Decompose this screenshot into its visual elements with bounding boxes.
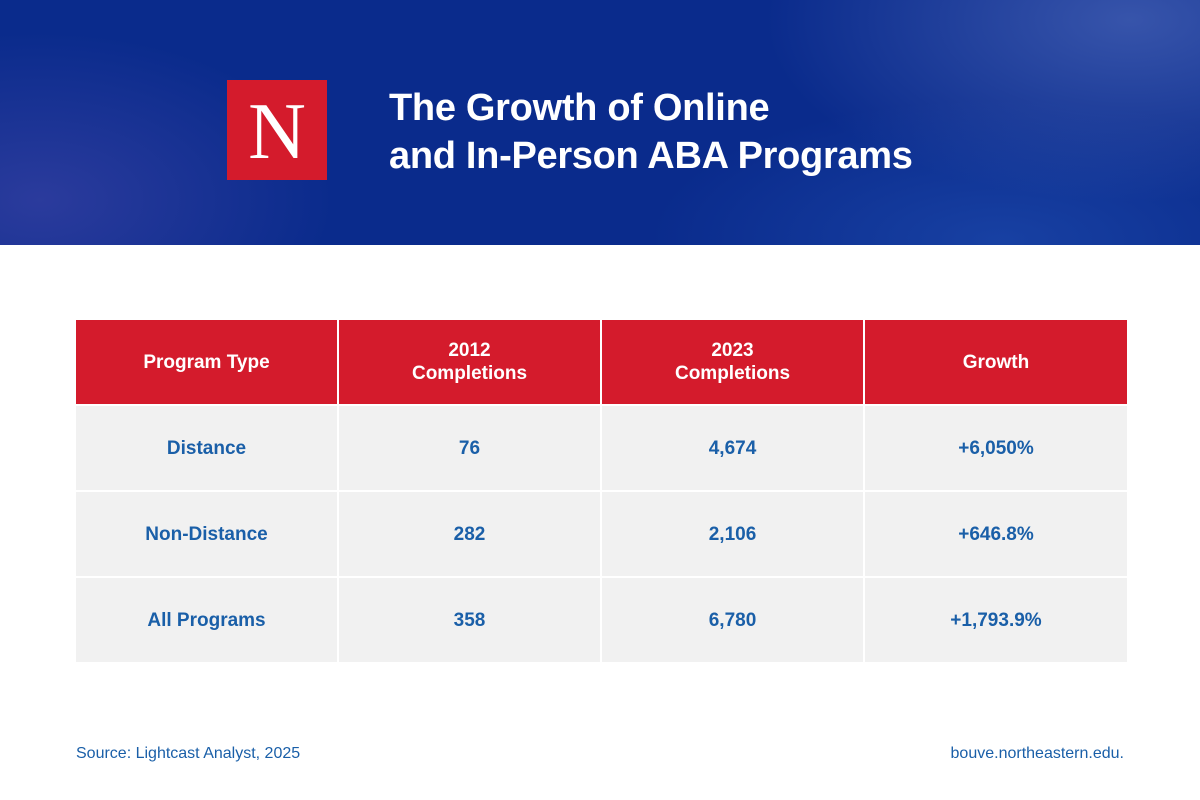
page-title — [389, 84, 1109, 180]
column-header-year: 2012 — [448, 340, 491, 361]
table-cell-2023 — [602, 406, 863, 490]
cell-text: 76 — [458, 437, 481, 459]
logo-letter: N — [248, 88, 306, 176]
table-cell-program-type — [76, 578, 337, 662]
cell-text: 282 — [453, 523, 486, 545]
cell-text: +646.8% — [958, 523, 1034, 545]
northeastern-logo — [227, 80, 327, 180]
table-cell-program-type — [76, 406, 337, 490]
header-banner — [0, 0, 1200, 245]
column-header-growth — [865, 320, 1127, 404]
completions-table — [76, 320, 1124, 662]
cell-text: All Programs — [147, 609, 266, 631]
column-header-2023 — [602, 320, 863, 404]
cell-text: 358 — [453, 609, 486, 631]
title-line-2: and In-Person ABA Programs — [389, 135, 913, 177]
table-cell-growth — [865, 492, 1127, 576]
column-header-2012 — [339, 320, 600, 404]
title-line-1: The Growth of Online — [389, 87, 770, 129]
column-header-year: 2023 — [711, 340, 754, 361]
table-cell-program-type — [76, 492, 337, 576]
table-cell-2012 — [339, 406, 600, 490]
cell-text: +1,793.9% — [950, 609, 1042, 631]
cell-text: 4,674 — [708, 437, 757, 459]
table-cell-2012 — [339, 578, 600, 662]
table-cell-2023 — [602, 492, 863, 576]
column-header-label: Program Type — [143, 351, 270, 373]
column-header-label: Completions — [411, 363, 528, 384]
table-cell-growth — [865, 578, 1127, 662]
table-cell-growth — [865, 406, 1127, 490]
column-header-label: Completions — [674, 363, 791, 384]
source-note: Source: Lightcast Analyst, 2025 — [76, 745, 301, 762]
cell-text: +6,050% — [958, 437, 1034, 459]
column-header-label: Growth — [962, 351, 1030, 373]
cell-text: Non-Distance — [145, 523, 268, 545]
cell-text: 2,106 — [708, 523, 757, 545]
table-cell-2012 — [339, 492, 600, 576]
cell-text: 6,780 — [708, 609, 757, 631]
cell-text: Distance — [166, 437, 247, 459]
column-header-program-type — [76, 320, 337, 404]
table-cell-2023 — [602, 578, 863, 662]
site-url[interactable]: bouve.northeastern.edu. — [950, 745, 1124, 762]
